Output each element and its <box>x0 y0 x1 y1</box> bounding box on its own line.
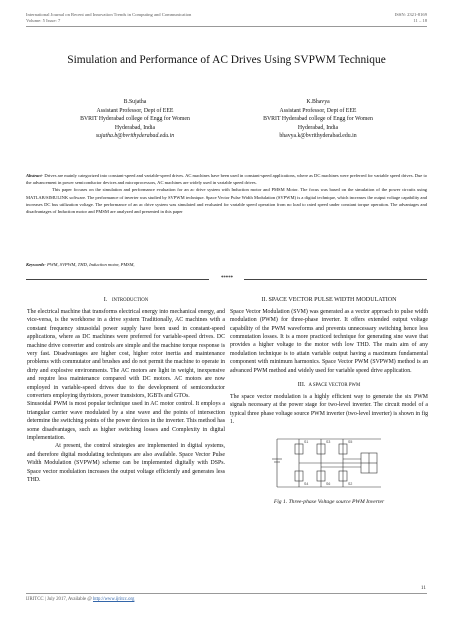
left-column <box>27 294 225 484</box>
separator-line-left <box>26 279 209 280</box>
journal-pages: 11 – 18 <box>413 18 427 24</box>
abstract-label: Abstract- <box>26 173 44 178</box>
introduction-heading <box>27 296 225 305</box>
abstract-paragraph-1 <box>26 172 427 186</box>
author-location: Hyderabad, India <box>297 124 339 131</box>
introduction-title: INTRODUCTION <box>111 298 149 303</box>
journal-name: International Journal on Recent and Innovation Trends in Computing and Communication <box>26 12 192 17</box>
footer-text: IJRITCC | July 2017, Available @ <box>26 597 93 602</box>
svpwm-heading: II. SPACE VECTOR PULSE WIDTH MODULATION <box>261 297 397 303</box>
journal-header-right <box>337 12 427 24</box>
svg-text:S3: S3 <box>326 439 331 444</box>
introduction-paragraph-3: At present, the control strategies are implemented in digital systems, and therefore digital modulating techniques are also available. Space Vector Pulse Width Modulation (SVPWM) scheme can be implemented digitally with DSPs. Space vector modulation increases the output voltage efficiently and generates less THD. <box>27 443 225 484</box>
author-block-1 <box>60 98 210 141</box>
author-role: Assistant Professor, Dept of EEE <box>96 107 174 114</box>
abstract-text-1: Drives are mainly categorized into constant-speed and variable-speed drives. AC machines have been used in constant-speed applications, where as DC machines were preferred for variable speed drives. Due to the advancement in power semiconductor devices and microprocessors, AC machines are widely used in variable speed drives. <box>26 173 427 186</box>
separator-line-right <box>244 279 427 280</box>
footer-link[interactable]: http://www.ijritcc.org <box>92 597 135 602</box>
header-rule <box>26 26 427 27</box>
svg-text:S4: S4 <box>304 481 309 486</box>
paper-title: Simulation and Performance of AC Drives Using SVPWM Technique <box>67 54 386 66</box>
abstract-paragraph-2: This paper focuses on the simulation and performance evaluation for an ac drive system with Induction motor and PMSM Motor. The focus was based on the simulation of the power circuits using MATLAB/SIMULINK software. The performance of inverter was studied by SVPWM technique. Space Vector Pulse Width Modulation (SVPWM) is a digital technique, which increases the output voltage capability and increases DC bus utilization voltage. The performance of an ac drive system was simulated and evaluated for variable speed operation from no load to rated speed under constant torque operation. The advantages and disadvantages of Induction motor and PMSM are analyzed and presented in this paper <box>26 187 427 214</box>
switch-legs <box>295 439 361 487</box>
footer-rule <box>26 593 427 594</box>
space-vector-paragraph: The space vector modulation is a highly efficient way to generate the six PWM signals necessary at the power stage for two-level inverter. The circuit model of a typical three phase voltage source PWM inverter (two-level inverter) is shown in fig 1. <box>230 393 428 426</box>
right-column <box>230 294 428 506</box>
space-vector-number: III. <box>297 382 306 389</box>
svg-text:S1: S1 <box>304 439 309 444</box>
introduction-number: I. <box>103 297 108 303</box>
separator-stars: ***** <box>221 276 233 281</box>
author-role: Assistant Professor, Dept of EEE <box>279 107 357 114</box>
svg-text:S6: S6 <box>326 481 331 486</box>
introduction-paragraph-2: Sinusoidal PWM is most popular technique used in AC motor control. It employs a triangular carrier wave modulated by a sine wave and the points of intersection determine the switching points of the power devices in the inverter. This method has some disadvantages, such as higher switching losses and Complexity in digital implementation. <box>27 401 225 441</box>
journal-volume: Volume: 5 Issue: 7 <box>26 18 61 24</box>
inverter-circuit-figure <box>269 431 389 495</box>
keywords-label: Keywords- <box>26 262 46 267</box>
author-affiliation: BVRIT Hyderabad college of Engg for Women <box>263 116 373 123</box>
author-block-2 <box>243 98 393 141</box>
space-vector-heading <box>230 381 428 390</box>
svg-text:S2: S2 <box>348 481 353 486</box>
author-email[interactable]: bhavya.k@bvrithyderabad.edu.in <box>279 133 357 140</box>
author-affiliation: BVRIT Hyderabad college of Engg for Women <box>80 116 190 123</box>
motor-load <box>361 453 377 473</box>
author-name: B.Sujatha <box>123 99 147 105</box>
figure-caption: Fig 1. Three-phase Voltage source PWM Inverter <box>273 498 385 505</box>
author-name: K.Bhavya <box>306 99 330 105</box>
svpwm-paragraph-1: Space Vector Modulation (SVM) was generated as a vector approach to pulse width modulation (PWM) for three-phase inverter. It offers extended output voltage capability of the PWM waveforms and prevents unnecessary switching hence less commutation losses. It is a more practiced technique for generating sine wave that provides a higher voltage to the motor with low THD. The main aim of any modulation technique is to attain variable output having a maximum fundamental component with minimum harmonics. Space Vector PWM (SVPWM) method is an advanced PWM method and widely used for variable speed drive application. <box>230 308 428 374</box>
author-email[interactable]: sujatha.b@bvrithyderabad.edu.in <box>95 133 175 140</box>
page-footer <box>26 597 134 602</box>
svg-text:S5: S5 <box>348 439 353 444</box>
journal-issn: ISSN: 2321-8169 <box>394 12 427 17</box>
author-location: Hyderabad, India <box>114 124 156 131</box>
keywords-text: PWM, SVPWM, THD, Induction motor, PMSM, <box>45 262 135 267</box>
abstract <box>26 172 427 215</box>
page-number: 11 <box>420 585 426 591</box>
keywords <box>26 262 427 267</box>
section-separator <box>26 276 427 282</box>
space-vector-title: A SPACE VECTOR PWM <box>308 383 361 389</box>
introduction-paragraph-1: The electrical machine that transforms electrical energy into mechanical energy, and vice-versa, is the workhorse in a drive system Traditionally, AC machines with a constant frequency sinusoidal power supply have been used in constant-speed applications, where as DC machines were preferred for variable-speed drives. DC machine drive converter and controls are simple and the machine torque response is very fast. Disadvantages are higher cost, higher rotor inertia and maintenance problems with commutator and brushes and do not permit the machine to operate in dirty and explosive environments. The AC motors are light in weight, inexpensive and require less maintenance compared with DC motors. AC motors are now employed in variable-speed drives due to the development of semiconductor converters employing thyristors, power transistors, IGBTs and GTOs. <box>27 308 225 399</box>
journal-header-left <box>26 12 286 24</box>
